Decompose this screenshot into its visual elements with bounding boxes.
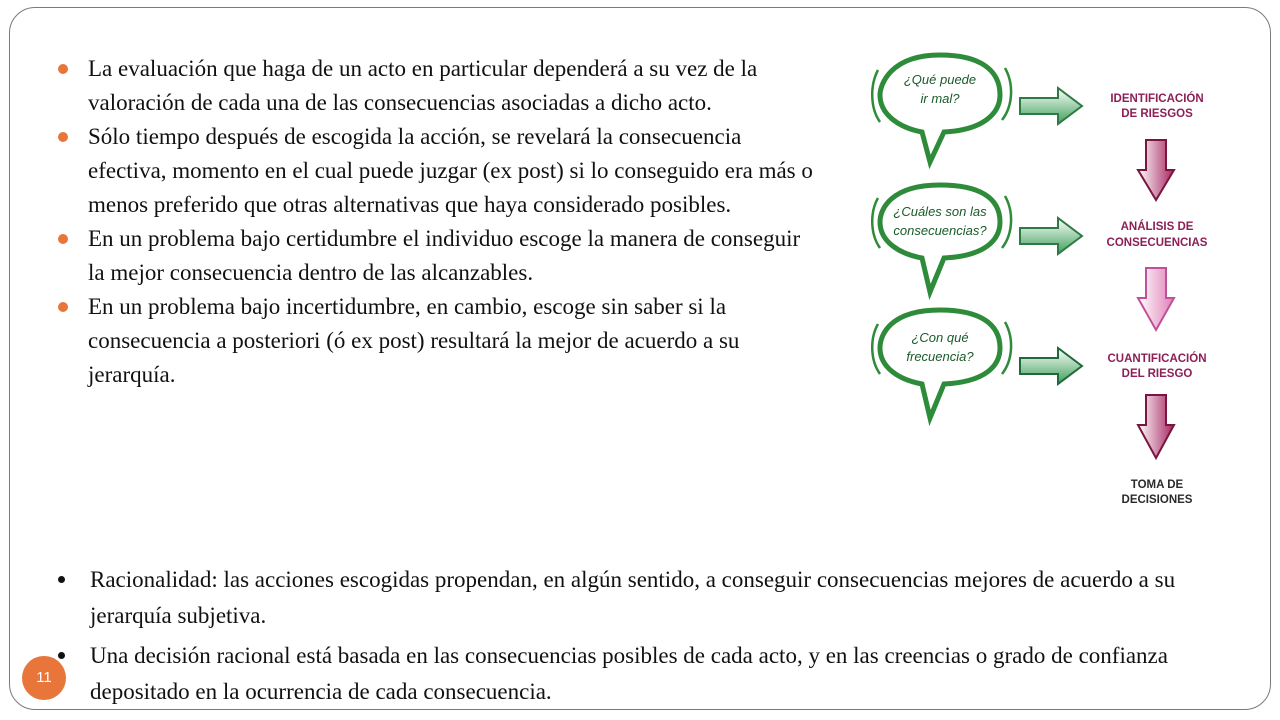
bottom-bullet-item: Racionalidad: las acciones escogidas propendan, en algún sentido, a conseguir consecuencias mejores de acuerdo a su jerarquía subjetiva. <box>58 562 1238 634</box>
speech-bubble-3 <box>872 310 1011 418</box>
stage-1-line-2: DE RIESGOS <box>1121 108 1193 120</box>
bottom-bullet-list <box>58 562 1238 714</box>
bullet-dot-icon <box>58 652 65 659</box>
bottom-bullet-item: Una decisión racional está basada en las consecuencias posibles de cada acto, y en las creencias o grado de confianza depositado en la ocurrencia de cada consecuencia. <box>58 638 1238 710</box>
stage-4-line-1: TOMA DE <box>1130 479 1184 491</box>
bubble-2-line-2: consecuencias? <box>893 223 987 238</box>
bullet-dot-icon <box>58 132 68 142</box>
down-arrow-3-icon <box>1138 395 1174 458</box>
bullet-item: Sólo tiempo después de escogida la acción, se revelará la consecuencia efectiva, momento en el cual puede juzgar (ex post) si lo conseguido era más o menos preferido que otras alternativas que haya considerado posibles. <box>58 120 818 222</box>
main-bullet-list <box>58 52 818 392</box>
right-arrow-1-icon <box>1020 88 1082 124</box>
right-arrow-2-icon <box>1020 218 1082 254</box>
stage-2-line-1: ANÁLISIS DE <box>1120 221 1194 233</box>
right-arrow-3-icon <box>1020 348 1082 384</box>
bullet-item: En un problema bajo incertidumbre, en cambio, escoge sin saber si la consecuencia a posteriori (ó ex post) resultará la mejor de acuerdo a su jerarquía. <box>58 290 818 392</box>
stage-4-line-2: DECISIONES <box>1121 494 1193 506</box>
speech-bubble-1 <box>872 55 1011 162</box>
bullet-dot-icon <box>58 64 68 74</box>
bullet-dot-icon <box>58 576 65 583</box>
stage-2-line-2: CONSECUENCIAS <box>1106 237 1208 249</box>
stage-1-line-1: IDENTIFICACIÓN <box>1110 93 1204 105</box>
risk-process-diagram <box>860 40 1240 520</box>
bubble-3-line-1: ¿Con qué <box>911 330 969 345</box>
stage-3-line-1: CUANTIFICACIÓN <box>1107 353 1207 365</box>
bubble-1-line-2: ir mal? <box>920 91 960 106</box>
bubble-2-line-1: ¿Cuáles son las <box>893 204 987 219</box>
bullet-item: La evaluación que haga de un acto en particular dependerá a su vez de la valoración de cada una de las consecuencias asociadas a dicho acto. <box>58 52 818 120</box>
stage-3-line-2: DEL RIESGO <box>1121 368 1193 380</box>
bullet-item: En un problema bajo certidumbre el individuo escoge la manera de conseguir la mejor consecuencia dentro de las alcanzables. <box>58 222 818 290</box>
speech-bubble-2 <box>872 185 1011 292</box>
bubble-3-line-2: frecuencia? <box>906 349 974 364</box>
bullet-dot-icon <box>58 302 68 312</box>
page-number-badge: 11 <box>22 656 66 700</box>
bubble-1-line-1: ¿Qué puede <box>903 72 977 87</box>
down-arrow-2-icon <box>1138 268 1174 330</box>
bullet-dot-icon <box>58 234 68 244</box>
down-arrow-1-icon <box>1138 140 1174 200</box>
